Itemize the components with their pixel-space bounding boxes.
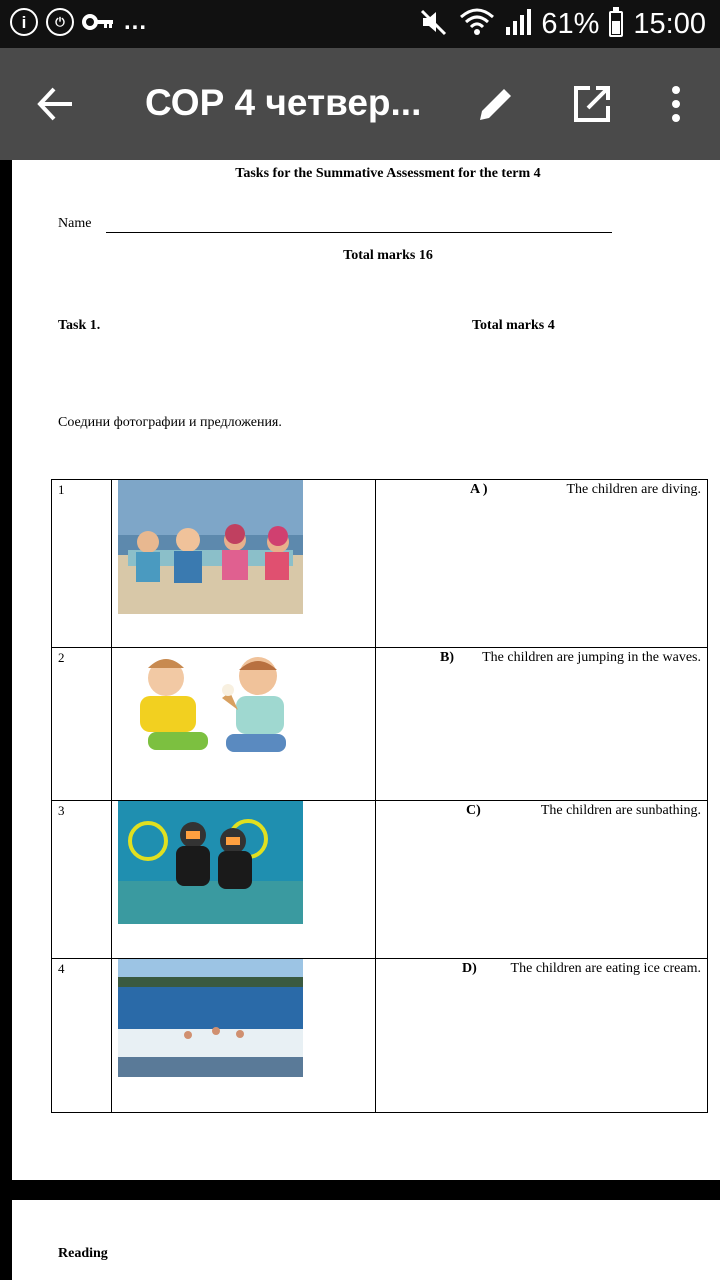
mute-icon [419,7,449,42]
option-sentence: The children are eating ice cream. [510,961,701,976]
sync-icon: ⏻ [46,8,74,36]
row-number: 4 [52,959,112,1113]
task-marks: Total marks 4 [472,318,555,333]
table-row [52,959,708,1113]
battery-percent: 61% [541,8,600,40]
option-sentence: The children are sunbathing. [540,803,701,818]
option-sentence: The children are diving. [566,482,701,497]
info-icon: i [10,8,38,36]
table-row [52,480,708,648]
back-arrow-icon[interactable] [36,84,76,124]
signal-icon [505,7,531,42]
option-letter: D) [462,961,477,976]
photo-kids-waves [118,959,303,1077]
row-number: 2 [52,648,112,801]
photo-kids-diving [118,801,303,924]
row-number: 1 [52,480,112,648]
document-page [12,160,720,1180]
wifi-icon [459,7,495,42]
photo-kids-ice-cream [118,648,303,766]
section-heading: Reading [58,1246,108,1261]
battery-icon [609,11,623,37]
photo-kids-sunbathing [118,480,303,614]
name-label: Name [58,216,92,231]
app-bar [0,48,720,160]
assessment-title: Tasks for the Summative Assessment for the term 4 [235,166,541,181]
row-number: 3 [52,801,112,959]
table-row [52,801,708,959]
total-marks: Total marks 16 [343,248,433,263]
status-bar [0,0,720,48]
option-sentence: The children are jumping in the waves. [482,650,701,665]
task-label: Task 1. [58,318,101,333]
more-options-icon[interactable] [654,82,698,126]
task-instruction: Соедини фотографии и предложения. [58,415,282,430]
matching-table [51,479,708,1113]
clock: 15:00 [633,8,706,40]
name-underline [106,232,612,233]
option-letter: C) [466,803,481,818]
option-letter: A ) [470,482,488,497]
document-title: СОР 4 четвер... [145,82,422,123]
open-external-icon[interactable] [570,82,614,126]
edit-pencil-icon[interactable] [474,82,518,126]
table-row [52,648,708,801]
option-letter: B) [440,650,454,665]
document-page [12,1200,720,1280]
notification-overflow: ... [124,8,148,35]
key-icon [82,8,116,36]
